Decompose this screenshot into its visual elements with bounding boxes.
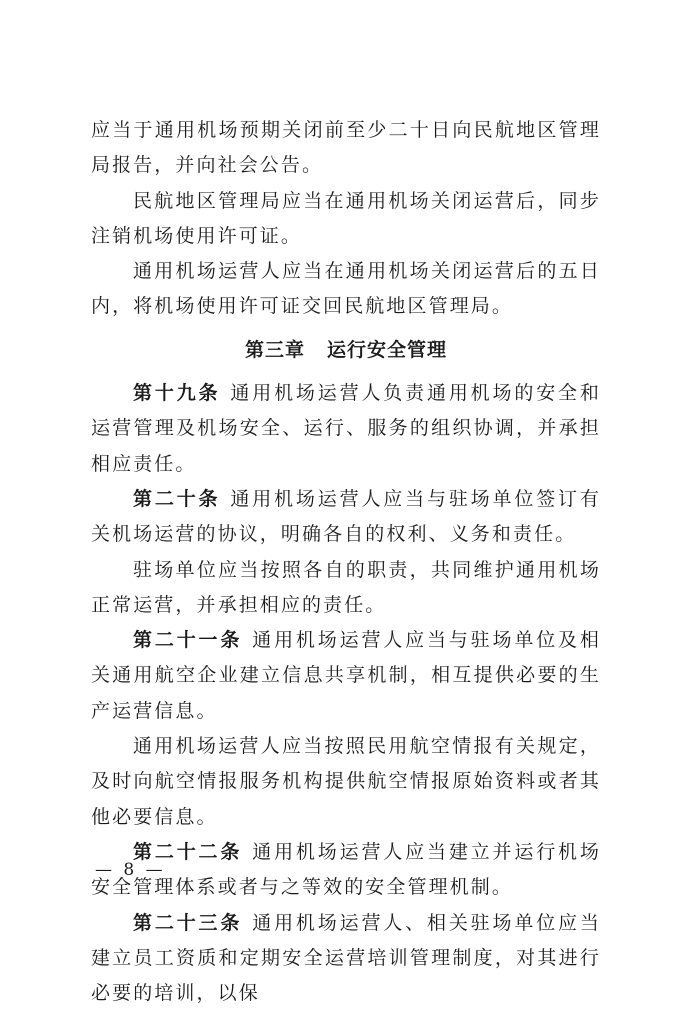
article-20	[91, 482, 601, 553]
article-label: 第十九条	[133, 382, 221, 405]
article-text: 通用机场运营人应当与驻场单位签订有关机场运营的协议，明确各自的权利、义务和责任。	[91, 487, 602, 546]
paragraph: 通用机场运营人应当在通用机场关闭运营后的五日内，将机场使用许可证交回民航地区管理局。	[91, 260, 601, 318]
article-label: 第二十二条	[133, 840, 243, 863]
article-text: 通用机场运营人应当建立并运行机场安全管理体系或者与之等效的安全管理机制。	[91, 840, 601, 899]
body-text	[91, 113, 601, 1011]
article-text: 通用机场运营人、相关驻场单位应当建立员工资质和定期安全运营培训管理制度，对其进行必要的培训，以保	[91, 911, 601, 1005]
paragraph: 通用机场运营人应当按照民用航空情报有关规定，及时向航空情报服务机构提供航空情报原始资料或者其他必要信息。	[91, 735, 601, 828]
article-label: 第二十一条	[133, 629, 243, 652]
paragraph: 驻场单位应当按照各自的职责，共同维护通用机场正常运营，并承担相应的责任。	[91, 558, 601, 616]
chapter-number: 第三章	[244, 338, 305, 361]
article-text: 通用机场运营人应当与驻场单位及相关通用航空企业建立信息共享机制，相互提供必要的生产运营信息。	[91, 629, 601, 722]
article-text: 通用机场运营人负责通用机场的安全和运营管理及机场安全、运行、服务的组织协调，并承担相应责任。	[91, 382, 602, 475]
page-number: — 8 —	[95, 860, 166, 880]
article-21	[91, 623, 601, 729]
paragraph-continued: 应当于通用机场预期关闭前至少二十日向民航地区管理局报告，并向社会公告。	[91, 119, 601, 177]
article-label: 第二十三条	[133, 911, 243, 934]
article-19	[91, 376, 601, 482]
chapter-heading	[91, 333, 601, 368]
article-label: 第二十条	[133, 487, 221, 510]
article-23	[91, 906, 601, 1011]
paragraph: 民航地区管理局应当在通用机场关闭运营后，同步注销机场使用许可证。	[91, 189, 601, 247]
article-22	[91, 835, 601, 906]
chapter-title: 运行安全管理	[327, 338, 448, 361]
